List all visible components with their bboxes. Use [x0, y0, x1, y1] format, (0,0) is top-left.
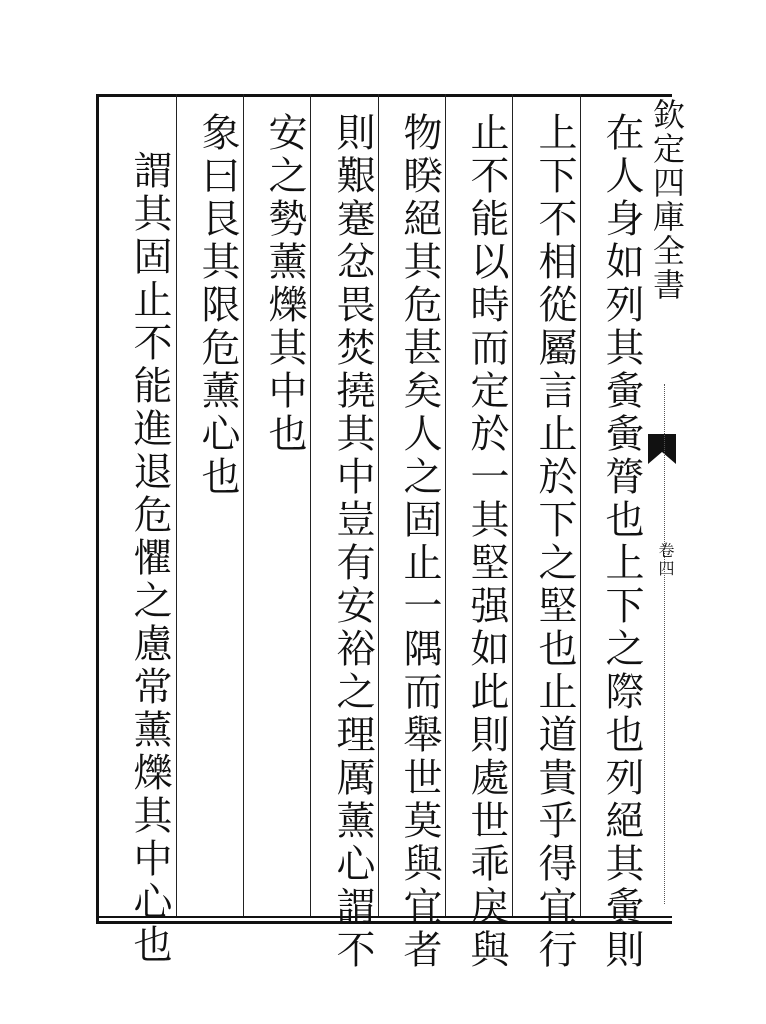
text-column-7: 象曰艮其限危薰心也	[195, 112, 240, 499]
text-column-2: 上下不相從屬言止於下之堅也止道貴乎得宜行	[532, 112, 577, 972]
text-column-4: 物睽絕其危甚矣人之固止一隅而舉世莫與宜者	[397, 112, 442, 972]
text-column-8: 謂其固止不能進退危懼之慮常薰爍其中心也	[127, 150, 172, 967]
text-column-6: 安之勢薰爍其中也	[262, 112, 307, 456]
page-edge-line	[664, 384, 665, 904]
margin-volume: 卷四	[656, 542, 675, 578]
page-frame	[96, 94, 672, 924]
margin-strip	[646, 98, 686, 938]
margin-title: 欽定四庫全書	[648, 98, 686, 302]
text-column-3: 止不能以時而定於一其堅强如此則處世乖戾與	[464, 112, 509, 972]
fishtail-mark-icon	[648, 434, 676, 464]
text-column-5: 則艱蹇忿畏焚撓其中豈有安裕之理厲薰心謂不	[330, 112, 375, 972]
bottom-rule	[96, 916, 672, 918]
text-column-1: 在人身如列其夤夤膂也上下之際也列絕其夤則	[599, 112, 644, 972]
